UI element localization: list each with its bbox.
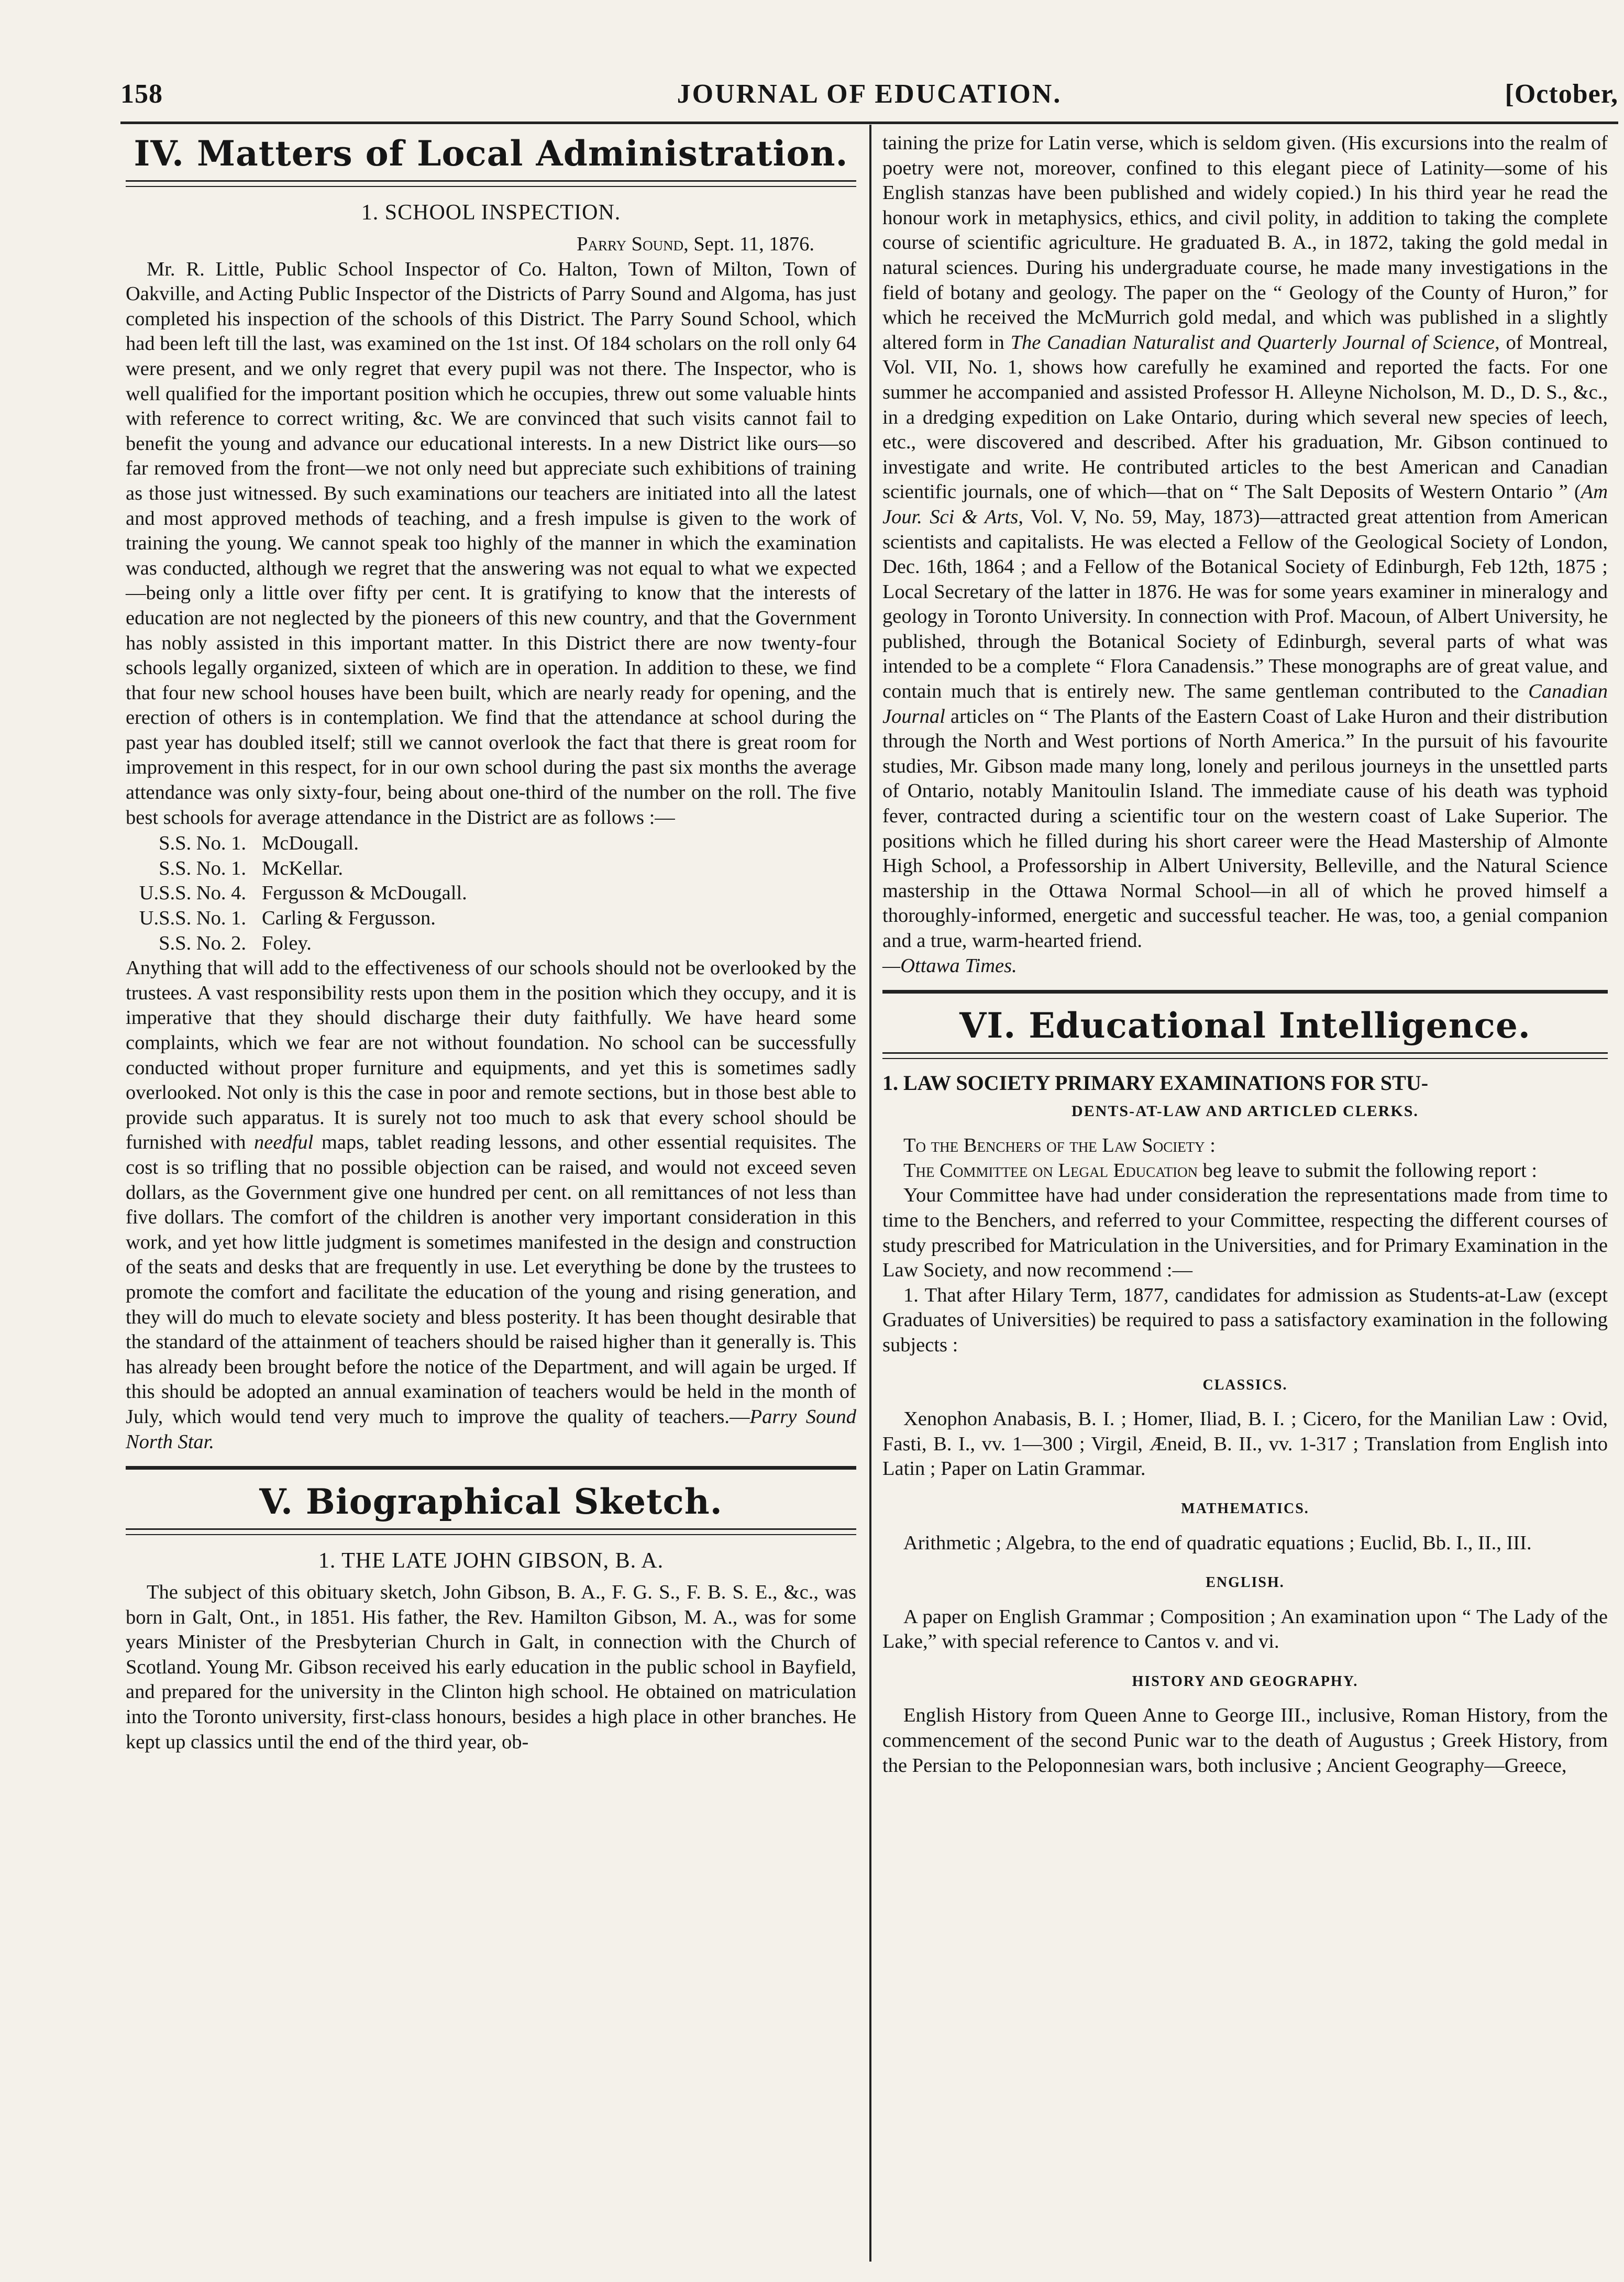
biography-source-text: —Ottawa Times. xyxy=(882,954,1017,977)
report-lead xyxy=(882,1159,1608,1184)
inspection-paragraph-1: Mr. R. Little, Public School Inspector of Co. Halton, Town of Milton, Town of Oakville, and Acting Public Inspector of the Districts of Parry Sound and Algoma, has just completed his inspection of the schools of this District. The Parry Sound School, which had been left till the last, was examined on the 1st inst. Of 184 scholars on the roll only 64 were present, and we only regret that every pupil was not there. The Inspector, who is well qualified for the important position which he occupies, threw out some valuable hints with reference to correct writing, &c. We are convinced that such visits cannot fail to benefit the young and advance our educational interests. In a new District like ours—so far removed from the front—we not only need but appreciate such exhibitions of training as those just witnessed. By such examinations our teachers are initiated into all the latest and most approved methods of teaching, and a fresh impulse is given to the work of training the young. We cannot speak too highly of the manner in which the examination was conducted, although we regret that the answering was not equal to what we expected—being only a little over fifty per cent. It is gratifying to know that the interests of education are not neglected by the pioneers of this new country, and that the Government has nobly assisted in this important matter. In this District there are now twenty-four schools legally organized, sixteen of which are in operation. In addition to these, we find that four new school houses have been built, which are nearly ready for opening, and the erection of others is in contemplation. We find that the attendance at school during the past year has doubled itself; still we cannot overlook the fact that there is great room for improvement in this respect, for in our own school during the past six months the average attendance was only sixty-four, being about one-third of the number on the roll. The five best schools for average attendance in the District are as follows :— xyxy=(126,258,856,829)
header-rule xyxy=(120,122,1618,124)
list-item xyxy=(126,856,856,881)
addressee-text: To the Benchers of the Law Society : xyxy=(903,1134,1216,1157)
subject-heading-english: ENGLISH. xyxy=(1206,1574,1285,1591)
article-subtitle-law-society: DENTS-AT-LAW AND ARTICLED CLERKS. xyxy=(1071,1103,1419,1120)
inspection-text-b: maps, tablet reading lessons, and other essential requisites. The cost is so trifling that no possible objection can be raised, and would not exceed seven dollars, as the Government give one hundred per cent. on all remittances of not less than five dollars. The comfort of the children is another very important consideration in this work, and yet how little judgment is sometimes manifested in the design and construction of the seats and desks that are frequently in use. Let everything be done by the trustees to promote the comfort and facilitate the education of the young and rising generation, and they will do much to elevate society and bless posterity. It has been thought desirable that the standard of the attainment of teachers should be raised higher than it generally is. This has already been brought before the notice of the Department, and will again be urged. If this should be adopted an annual examination of teachers would be held in the month of July, which would tend very much to improve the quality of teachers.— xyxy=(126,1131,857,1428)
committee-name: The Committee on Legal Education xyxy=(903,1159,1198,1182)
school-code: S.S. No. 2. xyxy=(159,932,246,954)
report-lead-text: beg leave to submit the following report : xyxy=(1198,1159,1538,1182)
school-name: McKellar. xyxy=(262,857,344,879)
article-title-school-inspection: 1. SCHOOL INSPECTION. xyxy=(361,201,621,225)
biography-paragraph-1: The subject of this obituary sketch, John Gibson, B. A., F. G. S., F. B. S. E., &c., was born in Galt, Ont., in 1851. His father, the Rev. Hamilton Gibson, M. A., was for some years Minister of the Presbyterian Church in Galt, in connection with the Church of Scotland. Young Mr. Gibson received his early education in the public school in Bayfield, and prepared for the university in the Clinton high school. He obtained on matriculation into the Toronto university, first-class honours, besides a high place in other branches. He kept up classics until the end of the third year, ob- xyxy=(126,1581,856,1753)
dateline-date: , Sept. 11, 1876. xyxy=(683,233,814,255)
subject-heading-classics: CLASSICS. xyxy=(1202,1376,1288,1393)
list-item xyxy=(126,931,856,956)
article-title-john-gibson: 1. THE LATE JOHN GIBSON, B. A. xyxy=(318,1549,664,1573)
subject-heading-mathematics: MATHEMATICS. xyxy=(1181,1500,1309,1517)
report-paragraph-2: 1. That after Hilary Term, 1877, candidates for admission as Students-at-Law (except Graduates of Universities) be required to pass a satisfactory examination in the following subjects : xyxy=(882,1284,1608,1356)
section-rule xyxy=(882,1052,1608,1059)
biography-continuation xyxy=(882,131,1608,954)
section-separator xyxy=(126,1466,856,1470)
journal-title: JOURNAL OF EDUCATION. xyxy=(677,79,1062,109)
school-code: U.S.S. No. 4. xyxy=(139,882,246,905)
inspection-source: Parry Sound North Star. xyxy=(126,1405,856,1453)
subject-history: English History from Queen Anne to George III., inclusive, Roman History, from the commencement of the second Punic war to the death of Augustus ; Greek History, from the Persian to the Peloponnesian wars, both inclusive ; Ancient Geography—Greece, xyxy=(882,1704,1608,1777)
section-heading-biographical-sketch: V. Biographical Sketch. xyxy=(259,1481,723,1523)
school-name: McDougall. xyxy=(262,832,359,855)
biography-journal-1: The Canadian Naturalist and Quarterly Journal of Science xyxy=(1010,331,1495,354)
dateline xyxy=(126,232,856,257)
school-name: Foley. xyxy=(262,932,312,954)
biography-journal-2: Am Jour. Sci & Arts xyxy=(882,481,1608,528)
right-column xyxy=(882,131,1608,1778)
biography-text-b: , of Montreal, Vol. VII, No. 1, shows how carefully he examined and reported the facts. For one summer he accompanied and assisted Professor H. Alleyne Nicholson, M. D., D. S., &c., in a dredging expedition on Lake Ontario, during which several new species of leech, etc., were discovered and described. After his graduation, Mr. Gibson continued to investigate and write. He contributed articles to the best American and Canadian scientific journals, one of which—that on “ The Salt Deposits of Western Ontario ” ( xyxy=(882,331,1608,503)
article-title-law-society: 1. LAW SOCIETY PRIMARY EXAMINATIONS FOR STU- xyxy=(882,1071,1429,1095)
subject-english: A paper on English Grammar ; Composition ; An examination upon “ The Lady of the Lake,” with special reference to Cantos v. and vi. xyxy=(882,1605,1608,1653)
inspection-paragraph-2 xyxy=(126,956,856,1454)
biography-text-c: , Vol. V, No. 59, May, 1873)—attracted great attention from American scientists and capitalists. He was elected a Fellow of the Geological Society of London, Dec. 16th, 1864 ; and a Fellow of the Botanical Society of Edinburgh, Feb 12th, 1875 ; Local Secretary of the latter in 1876. He was for some years examiner in mineralogy and geology in Toronto University. In connection with Prof. Macoun, of Albert University, he published, through the Botanical Society of Edinburgh, several parts of what was intended to be a complete “ Flora Canadensis.” These monographs are of great value, and contain much that is entirely new. The same gentleman contributed to the xyxy=(882,505,1608,703)
inspection-emphasis: needful xyxy=(254,1131,314,1154)
school-code: S.S. No. 1. xyxy=(159,832,246,855)
left-column xyxy=(126,131,856,1755)
section-rule xyxy=(126,180,856,187)
issue-month: [October, xyxy=(1505,79,1618,109)
subject-classics: Xenophon Anabasis, B. I. ; Homer, Iliad, B. I. ; Cicero, for the Manilian Law : Ovid, Fasti, B. I., vv. 1—300 ; Virgil, Æneid, B. II., vv. 1-317 ; Translation from English into Latin ; Paper on Latin Grammar. xyxy=(882,1408,1608,1480)
biography-text-d: articles on “ The Plants of the Eastern Coast of Lake Huron and their distribution through the North and West portions of North America.” In the pursuit of his favourite studies, Mr. Gibson made many long, lonely and perilous journeys in the unsettled parts of Ontario, notably Manitoulin Island. The immediate cause of his death was typhoid fever, contracted during a scientific tour on the western coast of Lake Superior. The positions which he filled during his short career were the Head Mastership of Almonte High School, a Professorship in Albert University, Belleville, and the Natural Science mastership in the Ottawa Normal School—in all of which he proved himself a thoroughly-informed, energetic and successful teacher. He was, too, a genial companion and a true, warm-hearted friend. xyxy=(882,705,1608,952)
inspection-text-a: Anything that will add to the effectiveness of our schools should not be overlooked by the trustees. A vast responsibility rests upon them in the position which they occupy, and it is imperative that they should discharge their duty faithfully. We have heard some complaints, which we fear are not without foundation. No school can be successfully conducted without proper furniture and equipments, and yet this is sometimes sadly overlooked. Not only is this the case in poor and remote sections, but in those best able to provide such apparatus. It is surely not too much to ask that every school should be furnished with xyxy=(126,957,856,1154)
biography-journal-3: Canadian Journal xyxy=(882,680,1608,727)
section-heading-educational-intelligence: VI. Educational Intelligence. xyxy=(959,1005,1531,1046)
report-paragraph-1: Your Committee have had under consideration the representations made from time to time to the Benchers, and referred to your Committee, respecting the different courses of study prescribed for Matriculation in the Universities, and for Primary Examination in the Law Society, and now recommend :— xyxy=(882,1184,1608,1282)
section-separator xyxy=(882,990,1608,994)
subject-heading-history: HISTORY AND GEOGRAPHY. xyxy=(1132,1673,1358,1690)
school-code: S.S. No. 1. xyxy=(159,857,246,879)
list-item xyxy=(126,831,856,856)
school-list xyxy=(126,831,856,956)
list-item xyxy=(126,881,856,906)
biography-source xyxy=(882,954,1608,979)
list-item xyxy=(126,906,856,931)
dateline-place: Parry Sound xyxy=(577,233,684,255)
addressee xyxy=(882,1133,1608,1159)
page-number: 158 xyxy=(120,79,163,109)
school-name: Carling & Fergusson. xyxy=(262,907,436,930)
column-divider xyxy=(869,125,871,2262)
school-name: Fergusson & McDougall. xyxy=(262,882,467,905)
biography-text-a: taining the prize for Latin verse, which is seldom given. (His excursions into the realm of poetry were not, moreover, confined to this elegant piece of Latinity—some of his English stanzas have been published and widely copied.) In his third year he read the honour work in metaphysics, ethics, and civil polity, in addition to taking the complete course of scientific agriculture. He graduated B. A., in 1872, taking the gold medal in natural sciences. During his undergraduate course, he made many investigations in the field of botany and geology. The paper on the “ Geology of the County of Huron,” for which he received the McMurrich gold medal, and which was published in a slightly altered form in xyxy=(882,132,1608,354)
school-code: U.S.S. No. 1. xyxy=(139,907,246,930)
running-header xyxy=(120,73,1618,120)
section-rule xyxy=(126,1528,856,1535)
subject-mathematics: Arithmetic ; Algebra, to the end of quadratic equations ; Euclid, Bb. I., II., III. xyxy=(903,1531,1532,1554)
section-heading-local-administration: IV. Matters of Local Administration. xyxy=(134,133,848,174)
